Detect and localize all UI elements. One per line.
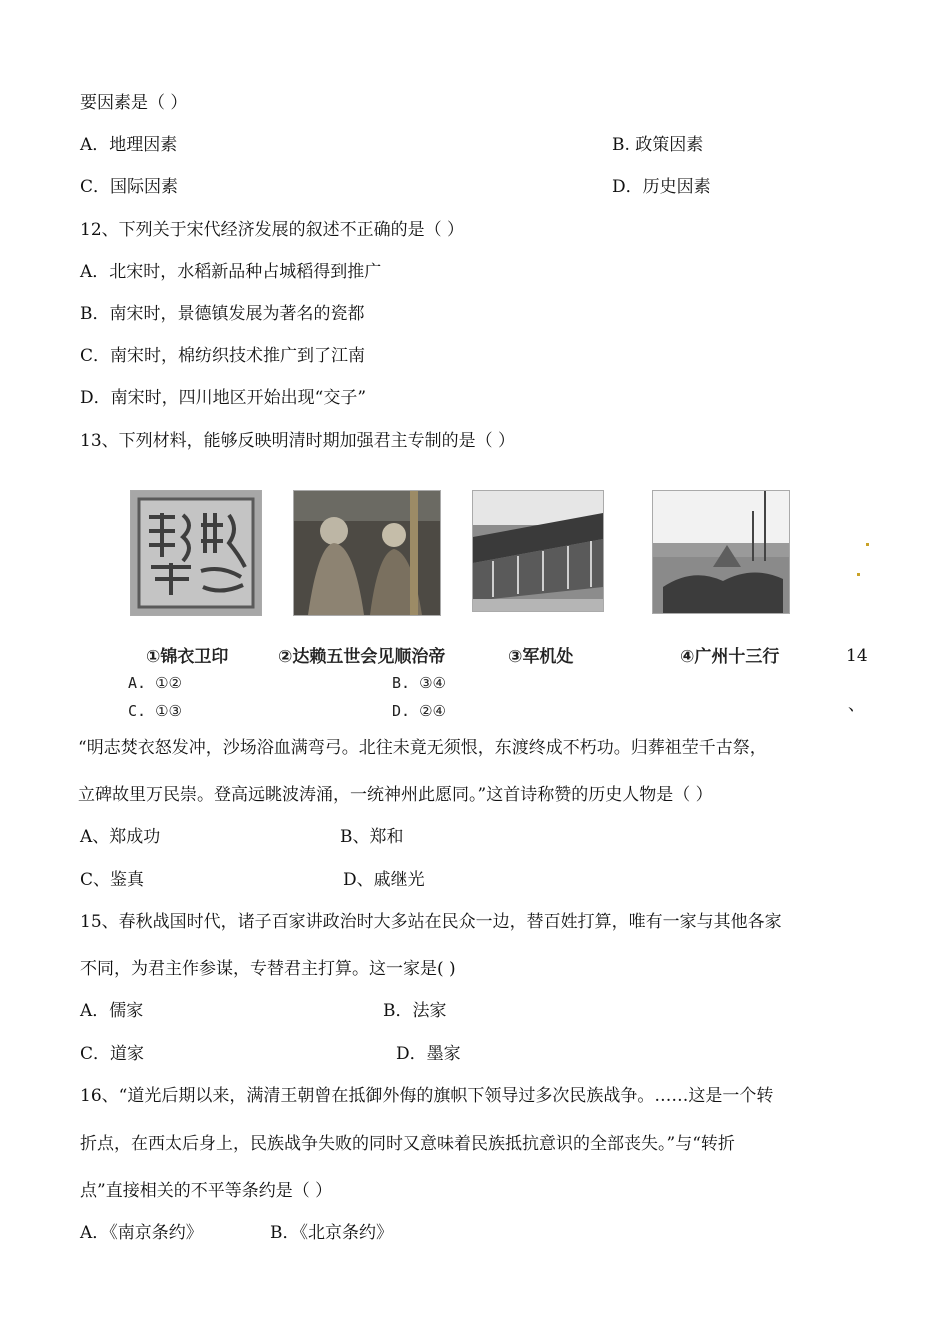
q14-option-c: C、鉴真 — [80, 870, 145, 890]
image-caption-2: ②达赖五世会见顺治帝 — [278, 647, 446, 667]
stray-dot — [866, 543, 869, 546]
q16-stem-line-1: 16、“道光后期以来，满清王朝曾在抵御外侮的旗帜下领导过多次民族战争。……这是一个转 — [80, 1086, 774, 1106]
q16-stem-line-3: 点”直接相关的不平等条约是（ ） — [80, 1181, 333, 1201]
seal-drawing — [131, 491, 261, 615]
q15-option-c: C．道家 — [80, 1044, 145, 1064]
image-caption-4: ④广州十三行 — [680, 647, 780, 667]
building-image — [472, 490, 604, 612]
seal-image — [130, 490, 262, 616]
q13-option-a: A. ①② — [128, 674, 182, 692]
q12-option-b: B．南宋时，景德镇发展为著名的瓷都 — [80, 304, 365, 324]
building-drawing — [473, 491, 603, 611]
q11-stem-tail: 要因素是（ ） — [80, 93, 188, 113]
q15-stem-line-2: 不同，为君主作参谋，专替君主打算。这一家是( ) — [80, 959, 456, 979]
q15-stem-line-1: 15、春秋战国时代，诸子百家讲政治时大多站在民众一边，替百姓打算，唯有一家与其他各家 — [80, 912, 782, 932]
q13-option-b: B. ③④ — [392, 674, 446, 692]
q12-option-d: D．南宋时，四川地区开始出现“交子” — [80, 388, 367, 408]
q13-stem: 13、下列材料，能够反映明清时期加强君主专制的是（ ） — [80, 431, 516, 451]
harbor-drawing — [653, 491, 789, 613]
q14-option-b: B、郑和 — [340, 827, 404, 847]
q12-option-c: C．南宋时，棉纺织技术推广到了江南 — [80, 346, 366, 366]
q11-option-d: D．历史因素 — [612, 177, 711, 197]
image-caption-1: ①锦衣卫印 — [146, 647, 229, 667]
q11-option-a: A．地理因素 — [80, 135, 178, 155]
image-caption-3: ③军机处 — [508, 647, 574, 667]
q16-stem-line-2: 折点，在西太后身上，民族战争失败的同时又意味着民族抵抗意识的全部丧失。”与“转折 — [80, 1134, 735, 1154]
painting-drawing — [294, 491, 440, 615]
q14-poem-line-1: “明志焚衣怒发冲，沙场浴血满弯弓。北往未竟无须恨，东渡终成不朽功。归葬祖茔千古祭， — [78, 738, 767, 758]
q14-poem-line-2: 立碑故里万民崇。登高远眺波涛涌，一统神州此愿同。”这首诗称赞的历史人物是（ ） — [78, 785, 713, 805]
q13-option-d: D. ②④ — [392, 702, 446, 720]
q14-option-d: D、戚继光 — [343, 870, 425, 890]
q14-number-mark: 、 — [848, 695, 865, 715]
q12-stem: 12、下列关于宋代经济发展的叙述不正确的是（ ） — [80, 220, 465, 240]
q12-option-a: A．北宋时，水稻新品种占城稻得到推广 — [80, 262, 382, 282]
q11-option-c: C．国际因素 — [80, 177, 179, 197]
painting-image — [293, 490, 441, 616]
q15-option-d: D．墨家 — [396, 1044, 461, 1064]
q11-option-b: B. 政策因素 — [612, 135, 704, 155]
q16-option-b: B．《北京条约》 — [270, 1223, 393, 1243]
stray-dot — [857, 573, 860, 576]
harbor-image — [652, 490, 790, 614]
q16-option-a: A．《南京条约》 — [80, 1223, 203, 1243]
q15-option-a: A．儒家 — [80, 1001, 144, 1021]
q14-option-a: A、郑成功 — [80, 827, 161, 847]
q15-option-b: B．法家 — [383, 1001, 447, 1021]
q14-number: 14 — [846, 646, 868, 666]
q13-option-c: C. ①③ — [128, 702, 182, 720]
